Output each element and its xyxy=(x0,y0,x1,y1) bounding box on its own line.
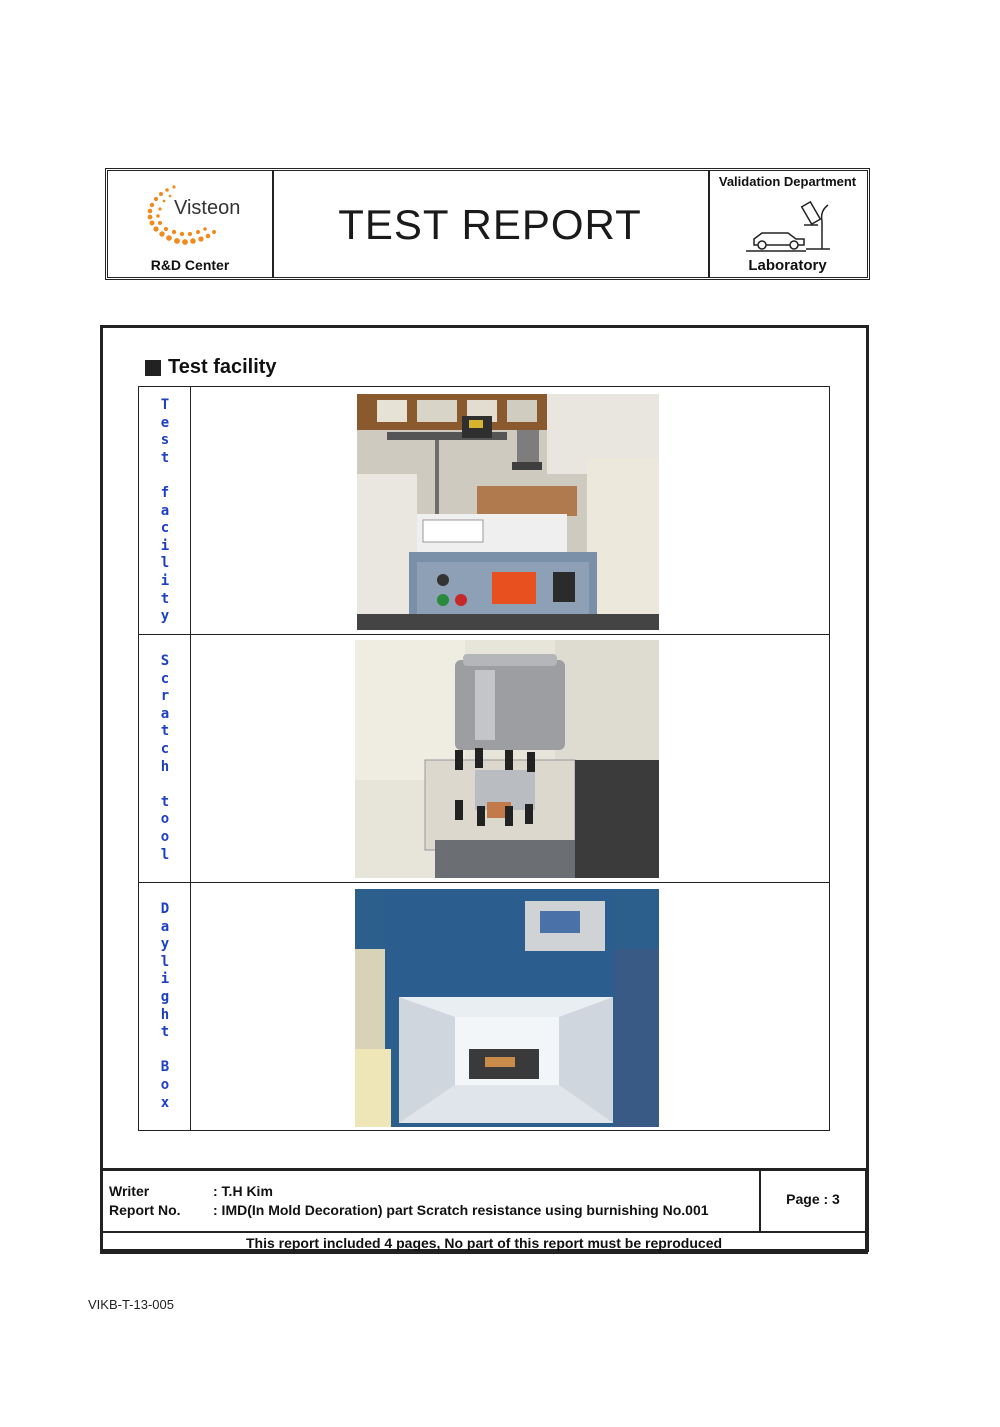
writer-label: Writer xyxy=(109,1183,150,1199)
vertical-label-daylight-box: D a y l i g h t B o x xyxy=(160,901,170,1111)
report-title: TEST REPORT xyxy=(338,201,642,248)
abrasion-tester-photo xyxy=(357,394,659,630)
document-code: VIKB-T-13-005 xyxy=(88,1297,174,1312)
logo-cell xyxy=(108,171,274,277)
daylight-box-photo xyxy=(355,889,659,1127)
report-header xyxy=(105,168,870,280)
rnd-center-label: R&D Center xyxy=(150,257,230,273)
reproduction-notice: This report included 4 pages, No part of this report must be reproduced xyxy=(103,1231,865,1251)
row-divider xyxy=(139,634,829,635)
department-label: Validation Department xyxy=(718,174,857,189)
report-number-value: : IMD(In Mold Decoration) part Scratch resistance using burnishing No.001 xyxy=(213,1202,709,1218)
vertical-label-test-facility: T e s t f a c i l i t y xyxy=(160,397,170,625)
bullet-square-icon xyxy=(145,360,161,376)
scratch-tool-photo xyxy=(355,640,659,878)
lab-cell xyxy=(708,171,867,277)
report-number-label: Report No. xyxy=(109,1202,181,1218)
report-footer xyxy=(100,1168,868,1254)
writer-value: : T.H Kim xyxy=(213,1183,273,1199)
footer-info xyxy=(103,1171,761,1231)
title-cell xyxy=(272,171,710,277)
row-divider xyxy=(139,882,829,883)
page-number: Page : 3 xyxy=(786,1191,840,1207)
vertical-label-scratch-tool: S c r a t c h t o o l xyxy=(160,653,170,863)
lab-car-microscope-icon xyxy=(746,195,836,253)
footer-page-cell xyxy=(761,1171,865,1231)
brand-name: Visteon xyxy=(174,197,241,219)
section-title: Test facility xyxy=(168,356,277,378)
laboratory-label: Laboratory xyxy=(748,257,827,274)
section-heading xyxy=(145,356,277,379)
facility-table xyxy=(138,386,830,1131)
